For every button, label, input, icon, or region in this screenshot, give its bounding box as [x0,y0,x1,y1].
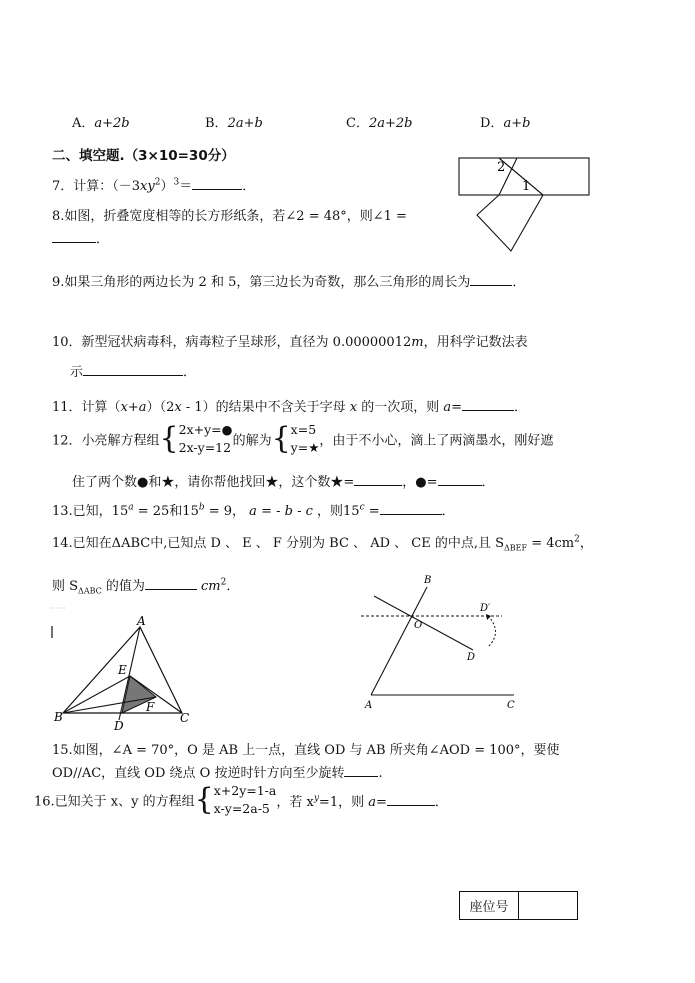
q16-eq: = [375,794,387,810]
label-a: A [137,614,146,628]
q12-end: ． [481,475,495,490]
q13-e2: b [198,502,205,513]
q12-line2: 住了两个数●和★，请你帮他找回★，这个数★= [72,475,355,490]
q11-end: ． [514,400,528,415]
q11-x3: x [349,400,358,415]
q13-e1: a [128,502,134,513]
q13-t3: = 9， [204,504,250,519]
question-16 [34,782,448,818]
q11-rest: - 1）的结果中不含关于字母 [181,400,350,415]
q16-eq1: x+2y=1-a [213,783,277,798]
q14-line2a: 则 S [52,579,79,594]
question-9 [52,271,525,290]
question-15-line1: 15.如图，∠A = 70°，O 是 AB 上一点，直线 OD 与 AB 所夹角∠AOD = 100°，要使 [52,743,560,758]
choice-a-value: a+2b [94,116,130,131]
q12-suffix: ，由于不小心，滴上了两滴墨水，刚好遮 [319,433,554,449]
q13-c: c [305,504,313,519]
choice-c-letter: C． [346,116,369,131]
q13-t7: = [364,504,380,519]
fold-label-2: 2 [497,160,506,175]
question-10-line2 [70,361,196,380]
choice-b-letter: B． [205,116,228,131]
q7-cube: 3 [173,177,180,188]
q12-sol1: x=5 [290,422,317,437]
label-e: E [118,663,127,677]
question-8-line1: 8.如图，折叠宽度相等的长方形纸条，若∠2 = 48°，则∠1 = [52,209,407,224]
label-d: D [114,719,124,733]
q7-close: ） [160,179,174,194]
q15-end: . [378,766,383,781]
q10-line1b: ，用科学记数法表 [423,335,528,350]
q12-brace-1: { [159,421,179,456]
question-14-line1 [52,532,593,553]
q14-sub: ΔBEF [504,543,528,553]
q16-eq2: x-y=2a-5 [213,801,270,816]
figure-folded-strip [455,152,595,257]
q13-v: a [249,504,257,519]
q11-x2: x [174,400,182,415]
question-14-line2 [52,575,239,596]
question-7 [52,175,255,194]
q13-t6: ，则15 [312,504,360,519]
q7-prefix: 7．计算：（－3 [52,179,141,194]
q16-mid: ，若 x [276,794,314,810]
q13-text: 13.已知，15 [52,504,129,519]
q13-e3: c [359,502,365,513]
answer-blank-12a[interactable] [354,472,402,486]
q16-brace: { [194,782,214,817]
q14-sup: 2 [574,534,580,545]
section-heading: 二、填空题.（3×10=30分） [52,148,235,164]
choice-b [205,112,263,131]
q12-prefix: 12．小亮解方程组 [52,433,160,449]
q10-end: ． [183,365,197,380]
q12-solution [291,421,320,457]
q13-t5: - [292,504,306,519]
q12-sol2: y=★ [290,440,320,455]
line-od [374,596,473,650]
q14-line1: 14.已知在ΔABC中,已知点 D 、 E 、 F 分别为 BC 、 AD 、 CE 的中点,且 S [52,536,505,551]
label-c: C [180,711,190,725]
q10-line2: 示 [70,365,84,380]
q7-expr: xy [140,179,155,194]
question-10-line1 [52,331,528,350]
choice-d [480,112,530,131]
q15-line2: OD//AC，直线 OD 绕点 O 按逆时针方向至少旋转 [52,766,345,781]
answer-blank-10[interactable] [83,362,183,376]
q13-end: ． [441,504,455,519]
label-b: B [54,710,63,724]
answer-blank-16[interactable] [387,792,435,806]
q14-end: ． [226,579,240,594]
q12-system [179,421,233,457]
q16-end: ． [434,794,448,810]
answer-blank-14[interactable] [145,576,197,590]
q11-eq: = [451,400,463,415]
q7-eq: ＝ [179,179,193,194]
choice-a [72,112,130,131]
seat-number-label: 座位号 [460,892,519,919]
q12-eq2: 2x-y=12 [178,440,232,455]
fold-label-1: 1 [522,179,531,194]
q16-sup: y [313,793,319,804]
q16-rest [276,795,448,810]
figure-triangle-abc [46,600,206,735]
choice-c [346,112,412,131]
answer-blank-15[interactable] [344,763,378,777]
q14-comma: ， [579,536,593,551]
question-11 [52,396,527,415]
question-15-line2 [52,762,383,781]
label-d-prime: D′ [480,603,491,614]
label-c: C [507,700,515,710]
figure-rotation [360,570,530,710]
q11-mid: ）（2 [146,400,175,415]
q16-a: a [368,794,376,810]
q10-unit: m [411,335,424,350]
answer-blank-8[interactable] [52,229,96,243]
answer-blank-7[interactable] [192,176,242,190]
q14-line2b: 的值为 [101,579,145,594]
q12-eq1: 2x+y=● [178,422,233,437]
q14-sub2: ΔABC [78,586,102,596]
seat-number-box [459,891,578,920]
choice-d-letter: D． [480,116,504,131]
q7-end: ． [242,179,256,194]
question-12-line2 [72,471,495,490]
label-f: F [146,700,155,714]
q16-rest-text: =1，则 [318,794,369,810]
q11-plus: + [127,400,139,415]
answer-blank-9[interactable] [470,272,512,286]
q16-prefix: 16.已知关于 x、y 的方程组 [34,794,195,810]
q11-rest2: 的一次项，则 [357,400,444,415]
choice-a-letter: A． [72,116,95,131]
q11-x: x [120,400,128,415]
label-a: A [365,700,373,710]
rotation-arc [488,616,496,647]
q11-a2: a [443,400,452,415]
q12-mid: 的解为 [232,433,272,449]
label-d: D [467,652,476,663]
label-o: O [414,620,423,631]
question-13 [52,500,455,519]
choice-d-value: a+b [503,116,531,131]
q13-t2: = 25和15 [133,504,199,519]
label-b: B [424,575,432,586]
answer-blank-12b[interactable] [438,472,482,486]
ray-ab [371,587,427,695]
q16-system [214,782,277,818]
choice-c-value: 2a+2b [368,116,413,131]
q12-brace-2: { [271,421,291,456]
q12-comma: ，●= [402,475,438,490]
seat-number-field[interactable] [519,892,577,919]
choice-b-value: 2a+b [227,116,263,131]
answer-blank-13[interactable] [380,501,442,515]
q9-end: ． [512,275,526,290]
q7-exp: 2 [154,177,161,188]
q14-tail: = 4cm [527,536,575,551]
q14-unit: cm [201,579,221,594]
q13-b: b [284,504,293,519]
q10-line1: 10．新型冠状病毒科，病毒粒子呈球形，直径为 0.00000012 [52,335,412,350]
q9-text: 9.如果三角形的两边长为 2 和 5，第三边长为奇数，那么三角形的周长为 [52,275,471,290]
q8-end: ． [96,232,110,247]
question-12-line1 [52,421,553,457]
q13-t4: = - [256,504,285,519]
q11-prefix: 11．计算（ [52,400,121,415]
question-8-line2 [52,228,109,247]
answer-blank-11[interactable] [462,397,514,411]
q11-a: a [138,400,147,415]
q14-sup2: 2 [220,577,227,588]
